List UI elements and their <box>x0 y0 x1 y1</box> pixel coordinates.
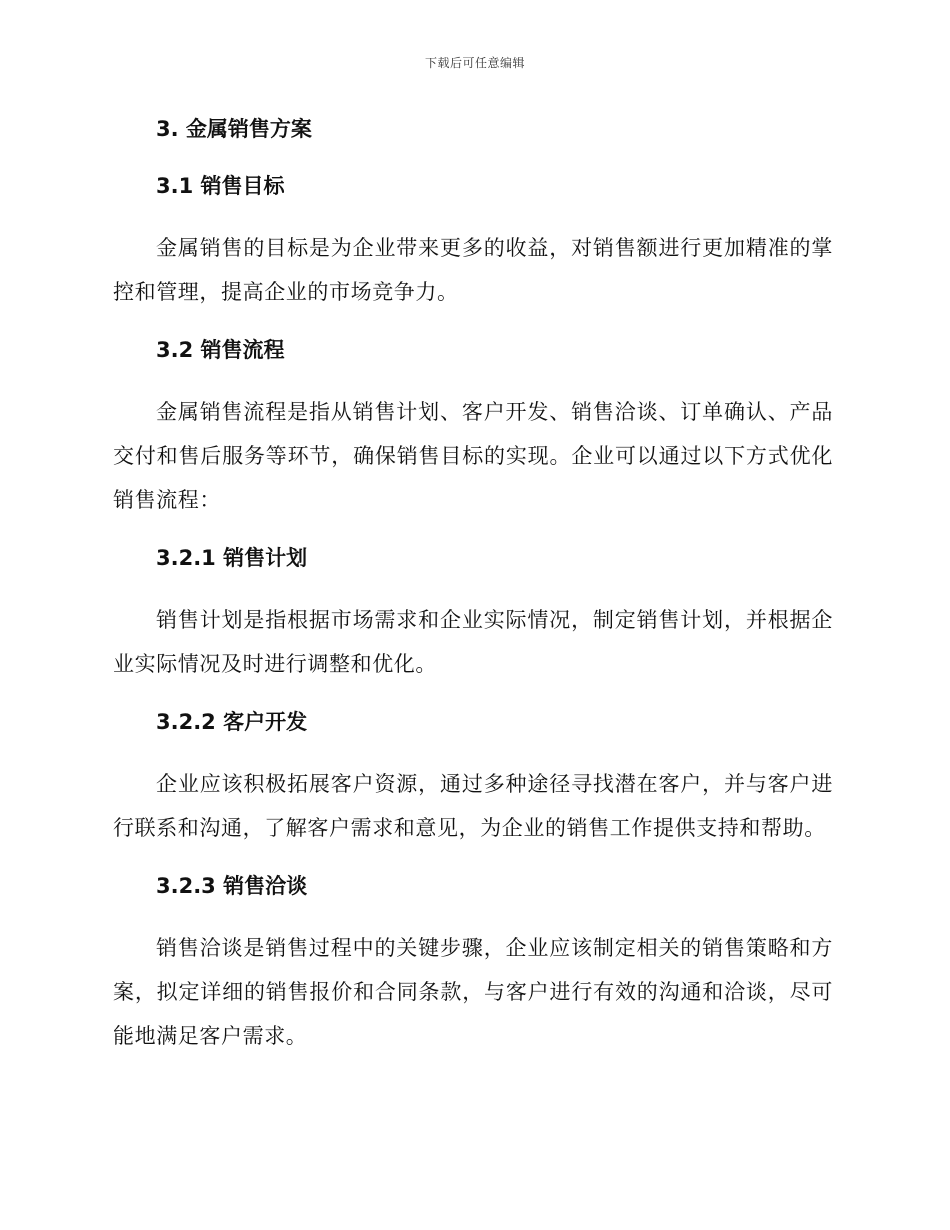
section-heading-3-2-3: 3.2.3 销售洽谈 <box>156 874 308 898</box>
document-body <box>113 112 833 1058</box>
section-paragraph-3-2: 金属销售流程是指从销售计划、客户开发、销售洽谈、订单确认、产品交付和售后服务等环节，确保销售目标的实现。企业可以通过以下方式优化销售流程： <box>113 400 833 512</box>
page-header-note: 下载后可任意编辑 <box>424 56 525 70</box>
section-heading-3-2-1: 3.2.1 销售计划 <box>156 546 308 570</box>
section-heading-3-1: 3.1 销售目标 <box>156 174 285 198</box>
section-paragraph-3-2-3: 销售洽谈是销售过程中的关键步骤，企业应该制定相关的销售策略和方案，拟定详细的销售报价和合同条款，与客户进行有效的沟通和洽谈，尽可能地满足客户需求。 <box>113 936 833 1048</box>
section-heading-3-2: 3.2 销售流程 <box>156 338 285 362</box>
section-heading-3: 3. 金属销售方案 <box>156 117 312 141</box>
section-paragraph-3-2-1: 销售计划是指根据市场需求和企业实际情况，制定销售计划，并根据企业实际情况及时进行调整和优化。 <box>113 608 833 676</box>
section-paragraph-3-1: 金属销售的目标是为企业带来更多的收益，对销售额进行更加精准的掌控和管理，提高企业的市场竞争力。 <box>113 236 833 304</box>
section-paragraph-3-2-2: 企业应该积极拓展客户资源，通过多种途径寻找潜在客户，并与客户进行联系和沟通，了解客户需求和意见，为企业的销售工作提供支持和帮助。 <box>113 772 833 840</box>
section-heading-3-2-2: 3.2.2 客户开发 <box>156 710 308 734</box>
